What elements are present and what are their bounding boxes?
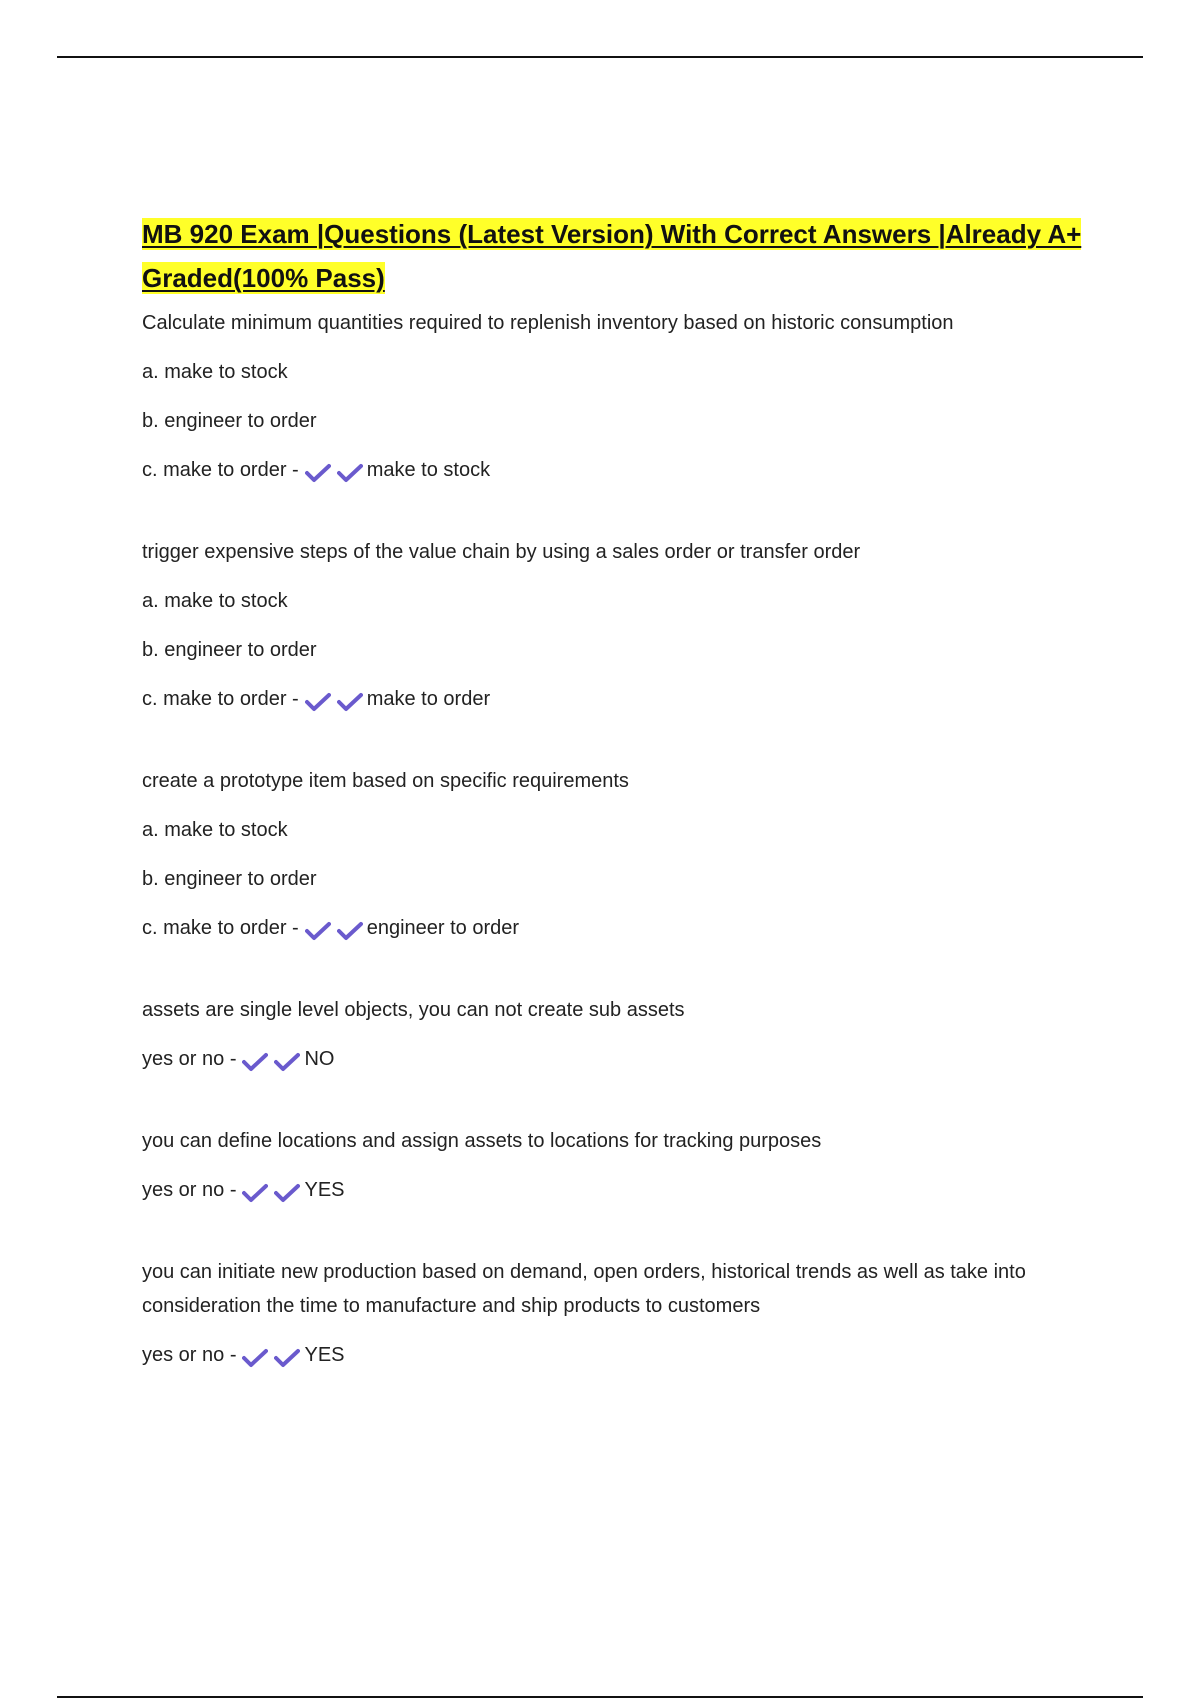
question-option: b. engineer to order [142,639,317,661]
answer-line [142,453,1082,487]
answer-prefix: c. make to order - [142,459,299,481]
question-block [142,764,1082,945]
top-rule [57,56,1143,58]
answer-line [142,1042,1082,1076]
question-block [142,535,1082,716]
question-block [142,993,1082,1076]
checkmark-icon [337,460,363,480]
checkmark-icon [305,918,331,938]
question-option: a. make to stock [142,361,288,383]
answer-line [142,1338,1082,1372]
answer-prefix: yes or no - [142,1344,237,1366]
question-block [142,1255,1082,1372]
question-option: a. make to stock [142,590,288,612]
bottom-rule [57,1696,1143,1698]
answer-prefix: c. make to order - [142,917,299,939]
checkmark-icon [305,689,331,709]
correct-answer: YES [304,1344,345,1366]
question-option: b. engineer to order [142,868,317,890]
checkmark-icon [274,1180,300,1200]
checkmark-icon [337,918,363,938]
correct-answer: NO [304,1048,335,1070]
question-list [142,306,1082,1372]
checkmark-icon [242,1049,268,1069]
checkmark-icon [242,1180,268,1200]
question-block [142,306,1082,487]
correct-answer: make to stock [366,459,491,481]
question-option: a. make to stock [142,819,288,841]
answer-prefix: yes or no - [142,1048,237,1070]
checkmark-icon [274,1049,300,1069]
question-stem: trigger expensive steps of the value chain by using a sales order or transfer order [142,541,861,563]
question-stem: you can initiate new production based on demand, open orders, historical trends as well as take into consideration the time to manufacture and ship products to customers [142,1261,1026,1317]
answer-line [142,682,1082,716]
answer-prefix: c. make to order - [142,688,299,710]
answer-line [142,1173,1082,1207]
document-title [142,212,1082,300]
checkmark-icon [305,460,331,480]
question-stem: assets are single level objects, you can not create sub assets [142,999,685,1021]
checkmark-icon [242,1345,268,1365]
checkmark-icon [337,689,363,709]
document-body [142,212,1082,1420]
question-stem: you can define locations and assign assets to locations for tracking purposes [142,1130,822,1152]
question-stem: Calculate minimum quantities required to replenish inventory based on historic consumption [142,312,954,334]
document-title-text: MB 920 Exam |Questions (Latest Version) With Correct Answers |Already A+ Graded(100% Pass) [142,219,1082,293]
answer-prefix: yes or no - [142,1179,237,1201]
correct-answer: YES [304,1179,345,1201]
question-block [142,1124,1082,1207]
answer-line [142,911,1082,945]
checkmark-icon [274,1345,300,1365]
correct-answer: make to order [366,688,491,710]
question-stem: create a prototype item based on specific requirements [142,770,629,792]
correct-answer: engineer to order [366,917,520,939]
question-option: b. engineer to order [142,410,317,432]
